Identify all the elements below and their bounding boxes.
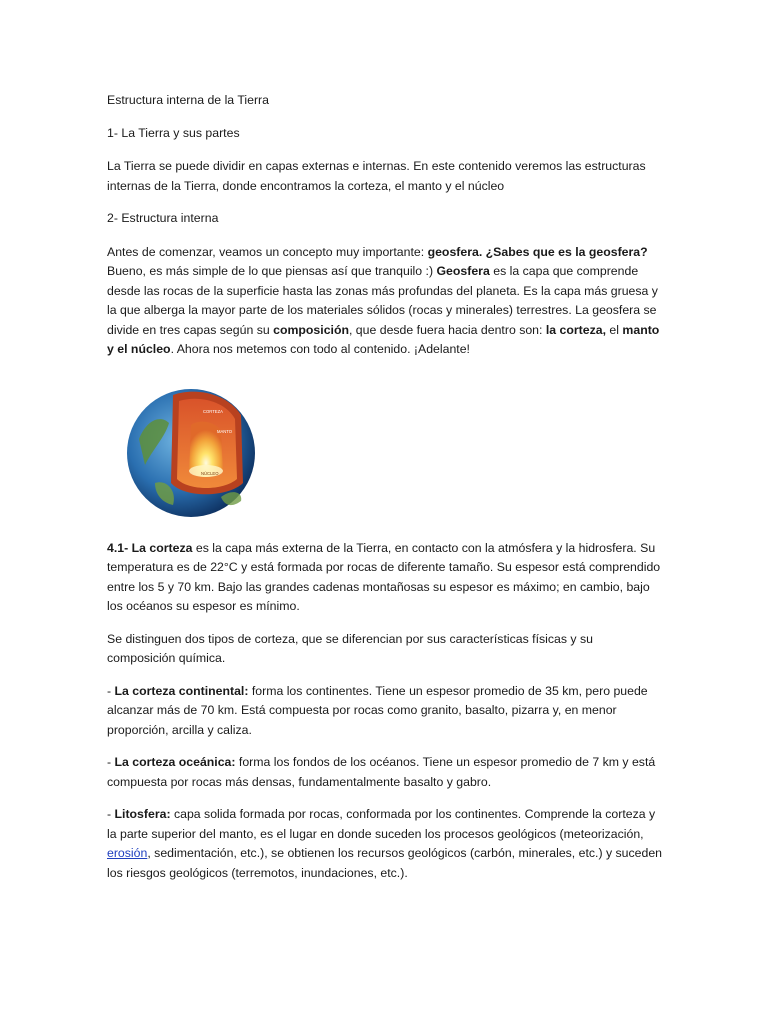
document-title: Estructura interna de la Tierra (107, 93, 269, 107)
text-run: el (606, 322, 623, 337)
section-heading-1: 1- La Tierra y sus partes (107, 125, 240, 140)
text-run: es la capa que comprende desde las rocas de la superficie hasta las zonas más profundas del planeta. Es la capa más gruesa y la que alberga la mayor parte de los materiales sólidos (rocas y minerales) terrestres. La geosfera se divide en tres capas según su (107, 264, 658, 337)
text-run: , sedimentación, etc.), se obtienen los recursos geológicos (carbón, minerales, etc.) y suceden los riesgos geológicos (terremotos, inundaciones, etc.). (107, 846, 663, 880)
bold-run: manto y el núcleo (107, 322, 660, 356)
bold-run: la corteza, (545, 322, 607, 337)
bold-run: La corteza continental: (114, 683, 249, 698)
bold-run: 4.1- La corteza (107, 540, 193, 555)
bold-run: Geosfera (436, 264, 490, 278)
paragraph-litosfera (107, 805, 663, 883)
text-run: Bueno, es más simple de lo que piensas así que tranquilo :) (107, 264, 437, 278)
bold-run: La corteza oceánica: (114, 755, 236, 769)
section-heading-2: 2- Estructura interna (107, 211, 219, 225)
paragraph-geosfera (107, 243, 663, 360)
text-run: - (107, 683, 115, 698)
text-run: Antes de comenzar, veamos un concepto muy importante: (107, 244, 428, 259)
text-run: , que desde fuera hacia dentro son: (348, 322, 546, 337)
text-run: - (107, 807, 115, 821)
paragraph-corteza-continental (107, 682, 663, 741)
earth-cutaway-illustration (125, 379, 265, 519)
text-run: es la capa más externa de la Tierra, en contacto con la atmósfera y la hidrosfera. Su temperatura es de 22°C y está formada por rocas de diferente tamaño. Su espesor está comprendido entre los 5 y 70 km. Bajo las grandes cadenas montañosas su espesor es máximo; en cambio, bajo los océanos su espesor es mínimo. (107, 540, 661, 613)
text-run: forma los continentes. Tiene un espesor promedio de 35 km, pero puede alcanzar más de 70 km. Está compuesta por rocas como granito, basalto, pizarra y, en menor proporción, arcilla y caliza. (107, 683, 648, 737)
paragraph-intro: La Tierra se puede dividir en capas externas e internas. En este contenido veremos las estructuras internas de la Tierra, donde encontramos la corteza, el manto y el núcleo (107, 159, 646, 193)
text-run: forma los fondos de los océanos. Tiene un espesor promedio de 7 km y está compuesta por rocas más densas, fundamentalmente basalto y gabro. (107, 755, 656, 789)
bold-run: composición (273, 322, 349, 337)
text-run: capa solida formada por rocas, conformada por los continentes. Comprende la corteza y la parte superior del manto, es el lugar en donde suceden los procesos geológicos (meteorización, (107, 807, 656, 841)
text-run: . Ahora nos metemos con todo al contenido. ¡Adelante! (170, 342, 470, 356)
arrow-icon (205, 381, 213, 389)
paragraph-corteza (107, 539, 663, 617)
bold-run: geosfera. ¿Sabes que es la geosfera? (427, 244, 648, 259)
earth-cross-section-image (125, 379, 265, 519)
erosion-link[interactable]: erosión (107, 846, 148, 860)
document-body (107, 91, 663, 896)
label-manto: MANTO (217, 428, 233, 434)
label-corteza: CORTEZA (203, 408, 223, 414)
label-nucleo: NÚCLEO (201, 470, 219, 476)
paragraph-tipos-corteza: Se distinguen dos tipos de corteza, que se diferencian por sus características físicas y su composición química. (107, 631, 593, 665)
bold-run: Litosfera: (114, 807, 171, 821)
text-run: - (107, 755, 115, 769)
paragraph-corteza-oceanica (107, 753, 663, 792)
